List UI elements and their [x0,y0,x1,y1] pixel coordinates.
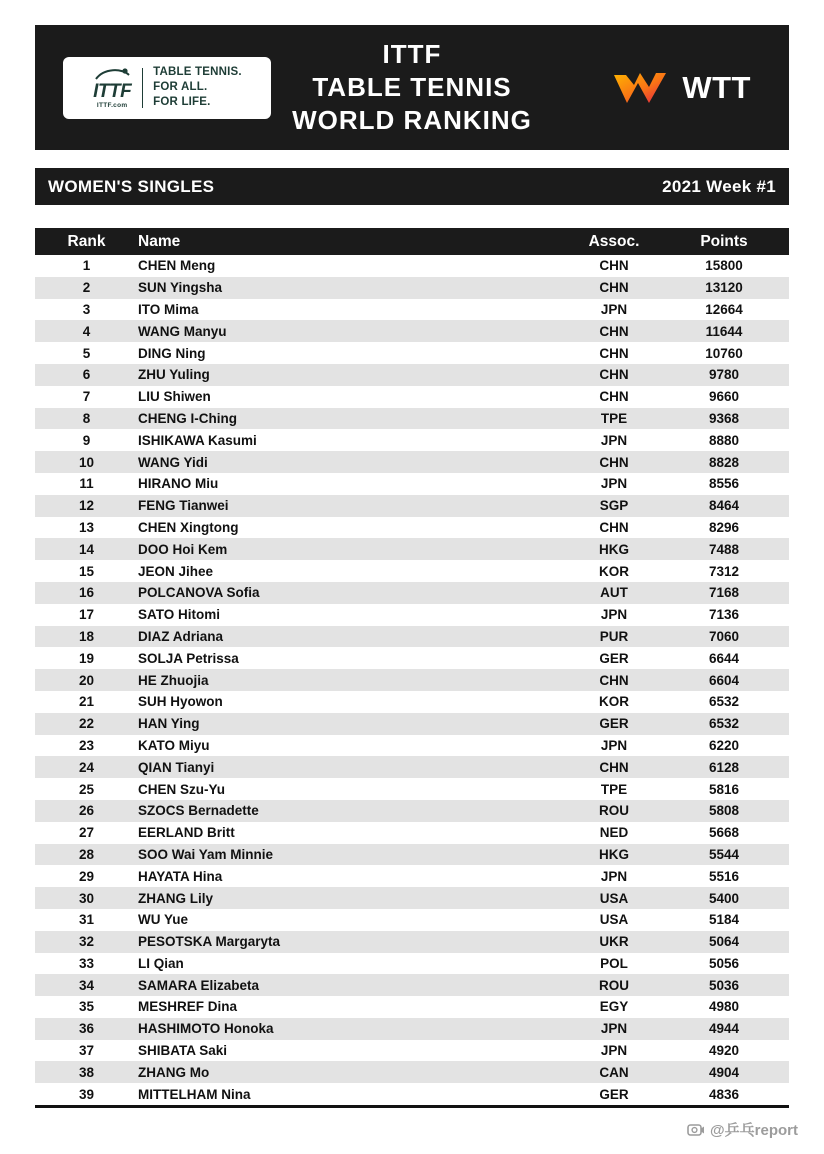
assoc-cell: CHN [599,258,629,274]
rank-cell: 26 [78,803,95,819]
rank-cell: 9 [82,432,91,448]
table-row [35,865,789,887]
title-line-1: ITTF [382,38,442,69]
rank-cell: 39 [78,1086,95,1102]
points-cell: 15800 [705,258,743,274]
rank-cell: 17 [78,607,95,623]
points-cell: 6532 [708,716,740,732]
rank-cell: 28 [78,846,95,862]
section-title: WOMEN'S SINGLES [48,176,215,196]
table-row [35,1083,789,1105]
ittf-logo-divider [142,68,143,108]
name-cell: SAMARA Elizabeta [138,977,260,993]
table-row [35,778,789,800]
name-cell: HAN Ying [138,716,200,732]
rank-cell: 25 [78,781,95,797]
points-cell: 5064 [708,934,740,950]
table-row [35,451,789,473]
table-row [35,604,789,626]
points-cell: 5816 [708,781,740,797]
rank-cell: 7 [82,389,91,405]
points-cell: 5544 [708,846,740,862]
name-cell: LI Qian [138,955,184,971]
ittf-tagline-line1: TABLE TENNIS. [153,66,242,79]
table-row [35,756,789,778]
rank-cell: 6 [82,367,91,383]
ittf-site-text: ITTF.com [96,101,128,109]
name-cell: EERLAND Britt [138,825,235,841]
assoc-cell: CAN [599,1064,629,1080]
title-line-2: TABLE TENNIS [312,71,512,102]
assoc-cell: CHN [599,389,629,405]
assoc-cell: CHN [599,323,629,339]
name-cell: SATO Hitomi [138,607,221,623]
wtt-label: WTT [682,69,751,105]
assoc-cell: PUR [599,628,629,644]
assoc-cell: JPN [600,1021,628,1037]
points-cell: 5036 [708,977,740,993]
assoc-cell: EGY [599,999,629,1015]
ittf-brand-text: ITTF [93,80,132,102]
rank-cell: 16 [78,585,95,601]
table-row [35,800,789,822]
table-row [35,255,789,277]
points-column-header: Points [700,232,748,250]
assoc-cell: KOR [599,563,629,579]
points-cell: 7136 [708,607,740,623]
table-row [35,931,789,953]
rank-cell: 24 [78,759,95,775]
points-cell: 4920 [708,1043,740,1059]
points-cell: 6220 [708,737,740,753]
assoc-cell: AUT [600,585,628,601]
header-bar [35,25,789,150]
assoc-cell: JPN [600,1043,628,1059]
rank-cell: 37 [78,1043,95,1059]
name-cell: QIAN Tianyi [138,759,215,775]
name-cell: CHEN Meng [138,258,216,274]
assoc-cell: NED [599,825,629,841]
points-cell: 9780 [708,367,740,383]
name-cell: DOO Hoi Kem [138,541,228,557]
table-row [35,887,789,909]
table-row [35,1018,789,1040]
assoc-cell: JPN [600,868,628,884]
points-cell: 10760 [705,345,743,361]
name-cell: ZHANG Lily [138,890,214,906]
points-cell: 13120 [705,280,743,296]
name-cell: WANG Yidi [138,454,208,470]
table-row [35,669,789,691]
points-cell: 7312 [708,563,740,579]
table-row [35,691,789,713]
points-cell: 4836 [708,1086,740,1102]
rank-cell: 10 [78,454,95,470]
name-cell: SHIBATA Saki [138,1043,228,1059]
table-row [35,996,789,1018]
table-row [35,560,789,582]
wtt-logo [608,67,751,109]
table-row [35,713,789,735]
name-cell: MESHREF Dina [138,999,238,1015]
points-cell: 9660 [708,389,740,405]
rank-cell: 23 [78,737,95,753]
ittf-tagline [153,65,242,110]
name-cell: HIRANO Miu [138,476,219,492]
name-cell: CHENG I-Ching [138,410,237,426]
points-cell: 5056 [708,955,740,971]
assoc-cell: JPN [600,432,628,448]
table-row [35,320,789,342]
table-row [35,953,789,975]
name-cell: ISHIKAWA Kasumi [138,432,257,448]
rank-cell: 38 [78,1064,95,1080]
table-row [35,473,789,495]
table-row [35,909,789,931]
points-cell: 8556 [708,476,740,492]
wtt-w-mark-icon [608,67,672,109]
rank-cell: 22 [78,716,95,732]
table-row [35,626,789,648]
points-cell: 4904 [708,1064,740,1080]
ittf-emblem [92,66,132,110]
rank-column-header: Rank [67,232,106,250]
table-row [35,277,789,299]
points-cell: 8880 [708,432,740,448]
rank-cell: 5 [82,345,91,361]
ittf-logo [63,57,271,119]
name-cell: WU Yue [138,912,189,928]
table-row [35,364,789,386]
assoc-cell: POL [600,955,628,971]
table-row [35,495,789,517]
assoc-cell: SGP [599,498,629,514]
name-cell: SUN Yingsha [138,280,223,296]
assoc-cell: JPN [600,737,628,753]
assoc-cell: CHN [599,759,629,775]
assoc-cell: UKR [599,934,629,950]
ittf-tagline-line2: FOR ALL. [153,81,208,94]
assoc-cell: JPN [600,301,628,317]
assoc-cell: CHN [599,367,629,383]
rank-cell: 34 [78,977,95,993]
assoc-cell: CHN [599,345,629,361]
points-cell: 5808 [708,803,740,819]
name-column-header: Name [138,232,181,250]
table-header-row [35,228,789,255]
title-line-3: WORLD RANKING [292,105,532,135]
rank-cell: 19 [78,650,95,666]
assoc-cell: GER [599,716,629,732]
points-cell: 5516 [708,868,740,884]
name-cell: ZHU Yuling [138,367,210,383]
table-row [35,822,789,844]
table-row [35,1061,789,1083]
rank-cell: 3 [82,301,91,317]
table-row [35,408,789,430]
points-cell: 5184 [708,912,740,928]
name-cell: SUH Hyowon [138,694,223,710]
points-cell: 7488 [708,541,740,557]
points-cell: 11644 [705,323,743,339]
table-row [35,342,789,364]
ranking-table [35,228,789,1108]
points-cell: 9368 [708,410,740,426]
name-cell: HE Zhuojia [138,672,209,688]
name-cell: SZOCS Bernadette [138,803,259,819]
rank-cell: 30 [78,890,95,906]
name-cell: DIAZ Adriana [138,628,224,644]
name-cell: JEON Jihee [138,563,214,579]
points-cell: 6128 [708,759,740,775]
rank-cell: 36 [78,1021,95,1037]
rank-cell: 12 [78,498,95,514]
assoc-cell: CHN [599,280,629,296]
table-row [35,844,789,866]
rank-cell: 27 [78,825,95,841]
name-cell: KATO Miyu [138,737,210,753]
points-cell: 4980 [708,999,740,1015]
table-row [35,1040,789,1062]
rank-cell: 33 [78,955,95,971]
name-cell: LIU Shiwen [138,389,211,405]
name-cell: ZHANG Mo [138,1064,210,1080]
name-cell: SOO Wai Yam Minnie [138,846,274,862]
name-cell: CHEN Xingtong [138,519,239,535]
assoc-cell: HKG [599,846,629,862]
assoc-cell: CHN [599,519,629,535]
points-cell: 12664 [705,301,743,317]
points-cell: 8828 [708,454,740,470]
points-cell: 8464 [708,498,740,514]
assoc-cell: TPE [600,410,628,426]
table-row [35,974,789,996]
assoc-cell: GER [599,1086,629,1102]
rank-cell: 2 [82,280,91,296]
table-row [35,582,789,604]
rank-cell: 32 [78,934,95,950]
table-row [35,517,789,539]
table-row [35,429,789,451]
assoc-cell: USA [599,912,629,928]
rank-cell: 29 [78,868,95,884]
assoc-cell: CHN [599,672,629,688]
points-cell: 6604 [708,672,740,688]
rank-cell: 18 [78,628,95,644]
assoc-column-header: Assoc. [588,232,640,250]
points-cell: 6532 [708,694,740,710]
name-cell: FENG Tianwei [138,498,229,514]
watermark-camera-icon [687,1122,705,1137]
points-cell: 4944 [708,1021,740,1037]
watermark [687,1119,798,1140]
week-label: 2021 Week #1 [662,176,776,196]
page-title [292,38,532,137]
points-cell: 8296 [708,519,740,535]
points-cell: 6644 [708,650,740,666]
assoc-cell: ROU [599,803,629,819]
rank-cell: 4 [82,323,91,339]
table-row [35,647,789,669]
assoc-cell: HKG [599,541,629,557]
section-bar [35,168,789,205]
table-row [35,538,789,560]
name-cell: SOLJA Petrissa [138,650,239,666]
name-cell: POLCANOVA Sofia [138,585,260,601]
name-cell: DING Ning [138,345,206,361]
rank-cell: 14 [78,541,95,557]
rank-cell: 21 [78,694,95,710]
points-cell: 5668 [708,825,740,841]
rank-cell: 20 [78,672,95,688]
table-body [35,255,789,1105]
points-cell: 7168 [708,585,740,601]
rank-cell: 31 [78,912,95,928]
rank-cell: 35 [78,999,95,1015]
ittf-tagline-line3: FOR LIFE. [153,95,211,108]
rank-cell: 13 [78,519,95,535]
table-row [35,735,789,757]
table-row [35,386,789,408]
name-cell: WANG Manyu [138,323,227,339]
rank-cell: 15 [78,563,95,579]
name-cell: PESOTSKA Margaryta [138,934,281,950]
ittf-player-icon [92,66,132,82]
name-cell: HASHIMOTO Honoka [138,1021,274,1037]
assoc-cell: ROU [599,977,629,993]
assoc-cell: JPN [600,476,628,492]
assoc-cell: JPN [600,607,628,623]
assoc-cell: CHN [599,454,629,470]
watermark-text: @乒乓report [710,1122,798,1139]
rank-cell: 11 [79,476,94,492]
points-cell: 5400 [708,890,740,906]
points-cell: 7060 [708,628,740,644]
rank-cell: 8 [82,410,91,426]
name-cell: MITTELHAM Nina [138,1086,251,1102]
assoc-cell: GER [599,650,629,666]
name-cell: ITO Mima [138,301,199,317]
name-cell: HAYATA Hina [138,868,223,884]
assoc-cell: USA [599,890,629,906]
rank-cell: 1 [82,258,91,274]
name-cell: CHEN Szu-Yu [138,781,226,797]
assoc-cell: KOR [599,694,629,710]
assoc-cell: TPE [600,781,628,797]
table-row [35,299,789,321]
